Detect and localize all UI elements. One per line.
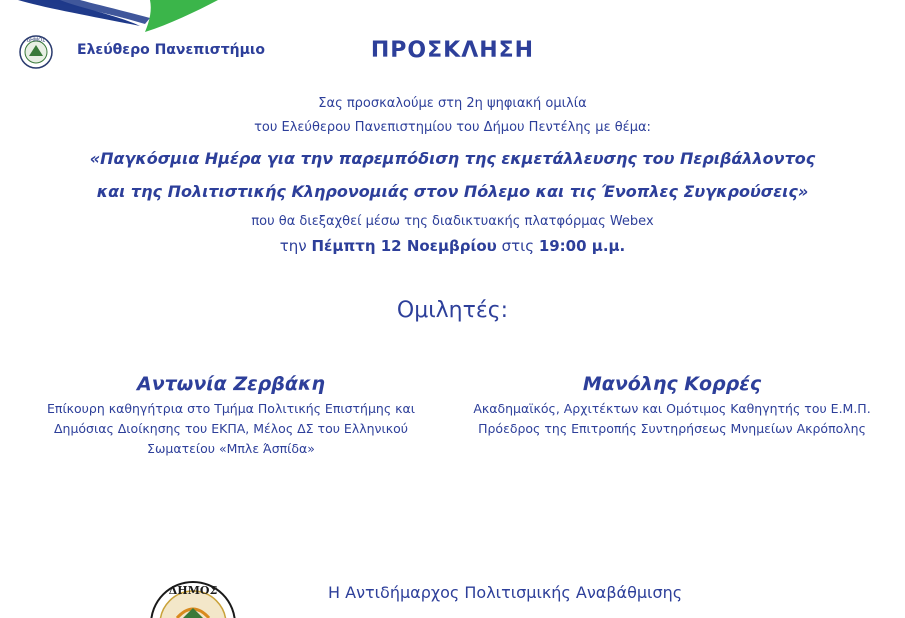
page-title: ΠΡΟΣΚΛΗΣΗ <box>370 38 535 63</box>
speaker-name: Αντωνία Ζερβάκη <box>137 373 325 395</box>
seal-bottom-text: ΔΗΜΟΣ <box>168 584 218 597</box>
date-prefix: την <box>279 237 307 255</box>
org-name: Ελεύθερο Πανεπιστήμιο <box>77 42 265 58</box>
intro-line-1: Σας προσκαλούμε στη 2η ψηφιακή ομιλία <box>318 96 587 111</box>
deputy-mayor-title: Η Αντιδήμαρχος Πολιτισμικής Αναβάθμισης <box>328 583 683 602</box>
seal-text: ΔΗΜΟΣ <box>26 37 46 44</box>
municipality-seal-bottom-icon <box>147 578 239 618</box>
intro-line-2: του Ελεύθερου Πανεπιστημίου του Δήμου Πεντέλης με θέμα: <box>254 120 651 135</box>
speaker-card <box>452 373 892 439</box>
speaker-role-line: Ακαδημαϊκός, Αρχιτέκτων και Ομότιμος Καθηγητής του Ε.Μ.Π. <box>473 401 871 416</box>
event-day: Πέμπτη 12 Νοεμβρίου <box>311 237 497 255</box>
date-middle: στις <box>501 237 535 255</box>
topic-line-1: «Παγκόσμια Ημέρα για την παρεμπόδιση της εκμετάλλευσης του Περιβάλλοντος <box>89 149 816 168</box>
speaker-role-line: Δημόσιας Διοίκησης του ΕΚΠΑ, Μέλος ΔΣ του Ελληνικού <box>53 421 409 436</box>
speaker-role-line: Πρόεδρος της Επιτροπής Συντηρήσεως Μνημείων Ακρόπολης <box>478 421 866 436</box>
brand-logo-graphic <box>0 0 240 36</box>
speaker-card <box>18 373 444 459</box>
speaker-role <box>452 399 892 439</box>
platform-line: που θα διεξαχθεί μέσω της διαδικτυακής πλατφόρμας Webex <box>251 214 654 229</box>
event-time: 19:00 μ.μ. <box>538 237 626 255</box>
speaker-role-line: Σωματείου «Μπλε Άσπίδα» <box>147 441 315 456</box>
date-line <box>0 237 905 255</box>
topic-line-2: και της Πολιτιστικής Κληρονομιάς στον Πόλεμο και τις Ένοπλες Συγκρούσεις» <box>96 182 809 201</box>
speaker-role-line: Επίκουρη καθηγήτρια στο Τμήμα Πολιτικής Επιστήμης και <box>47 401 415 416</box>
speaker-name: Μανόλης Κορρές <box>582 373 762 395</box>
speakers-heading: Ομιλητές: <box>396 298 509 323</box>
speaker-role <box>18 399 444 459</box>
